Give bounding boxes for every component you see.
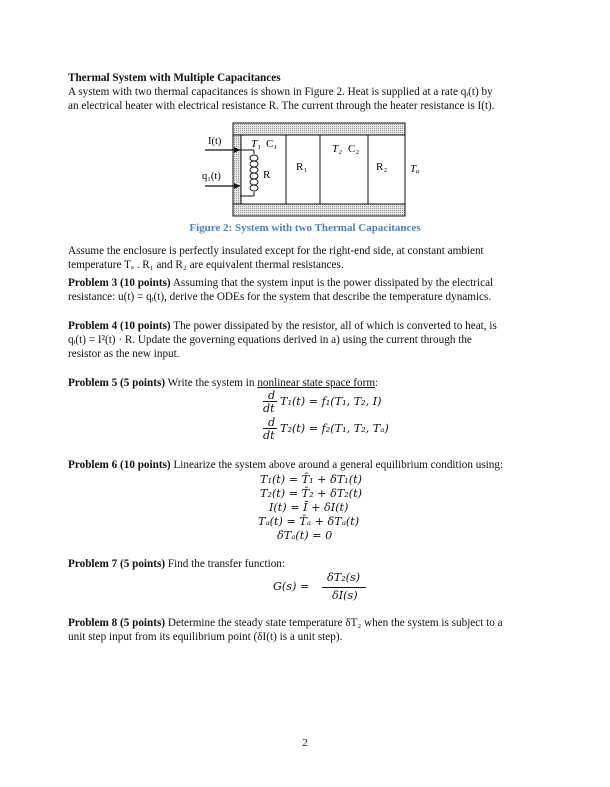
problem-5-text-1c: :: [375, 377, 379, 389]
problem-6-heading: Problem 6 (10 points): [68, 459, 171, 471]
problem-5-heading: Problem 5 (5 points): [68, 377, 166, 389]
label-t1: T₁: [251, 138, 261, 150]
problem-7-heading: Problem 7 (5 points): [68, 558, 166, 570]
problem-6-line-1: [68, 458, 542, 472]
page-number: 2: [302, 737, 308, 749]
p5-eq2-dt: dt: [263, 429, 275, 442]
section-heading: Thermal System with Multiple Capacitances: [68, 72, 281, 84]
assume-line-2: temperature Tₐ . R₁ and R₂ are equivalent thermal resistances.: [68, 259, 344, 271]
p7-lhs: G(s) =: [273, 580, 310, 593]
p5-eq2-d: d: [268, 416, 276, 429]
problem-5-line-1: [68, 376, 542, 390]
problem-4-line-3: resistor as the new input.: [68, 348, 180, 360]
assume-line-1: [68, 244, 542, 258]
p5-eq1-d: d: [268, 389, 276, 402]
problem-7-text-1: Find the transfer function:: [165, 558, 285, 570]
p7-denominator: δI(s): [332, 589, 358, 602]
left-insulation-wall: [233, 135, 241, 204]
p7-numerator: δT₂(s): [327, 571, 361, 584]
p6-eq-4: Tₐ(t) = T̄ₐ + δTₐ(t): [258, 515, 360, 528]
p5-eq1-dt: dt: [263, 402, 275, 415]
p6-eq-5: δTₐ(t) = 0: [277, 529, 333, 542]
label-c2: C₂: [348, 143, 360, 155]
heat-flow-arrow-icon: [205, 183, 240, 189]
p6-eq-3: I(t) = Ī + δI(t): [269, 501, 349, 514]
p6-eq-2: T₂(t) = T̄₂ + δT₂(t): [260, 487, 362, 500]
problem-3-heading: Problem 3 (10 points): [68, 277, 171, 289]
label-t2: T₂: [332, 143, 342, 155]
problem-8-heading: Problem 8 (5 points): [68, 617, 166, 629]
top-insulation-wall: [233, 123, 405, 135]
problem-8-text-1: Determine the steady state temperature δT₂ when the system is subject to a: [165, 617, 503, 629]
figure-caption: Figure 2: System with two Thermal Capacitances: [189, 222, 421, 234]
problem-4-text-1: The power dissipated by the resistor, all of which is converted to heat, is: [170, 320, 497, 332]
problem-3-line-1: [68, 276, 542, 290]
label-heat-input: q₁(t): [202, 171, 221, 182]
problem-8-line-2: unit step input from its equilibrium point (δI(t) is a unit step).: [68, 631, 343, 643]
problem-7-line-1: [68, 557, 542, 571]
current-arrow-icon: [205, 147, 240, 153]
p6-eq-1: T₁(t) = T̄₁ + δT₁(t): [260, 473, 362, 486]
bottom-insulation-wall: [233, 204, 405, 216]
problem-5-text-1b: nonlinear state space form: [257, 377, 376, 389]
p7-fraction-bar: [322, 587, 366, 588]
problem-4-line-1: [68, 319, 542, 333]
problem-3-line-2: resistance: u(t) = qᵢ(t), derive the ODEs for the system that describe the temperature dynamics.: [68, 291, 492, 303]
heater-coil-icon: [246, 150, 258, 196]
assume-line-1-text: Assume the enclosure is perfectly insulated except for the right-end side, at constant ambient: [68, 245, 484, 257]
intro-line-2: an electrical heater with electrical resistance R. The current through the heater resistance is I(t).: [68, 100, 495, 112]
intro-line-1: A system with two thermal capacitances is shown in Figure 2. Heat is supplied at a rate qᵢ(t) by: [68, 86, 493, 98]
problem-4-line-2: qᵢ(t) = I²(t) · R. Update the governing equations derived in a) using the current through the: [68, 334, 472, 346]
label-r2: R₂: [376, 161, 388, 173]
problem-6-text-1: Linearize the system above around a general equilibrium condition using:: [170, 459, 504, 471]
p5-eq1: T₁(t) = f₁(T₁, T₂, I): [280, 395, 382, 408]
p5-eq2: T₂(t) = f₂(T₁, T₂, Tₐ): [280, 422, 389, 435]
label-current: I(t): [208, 136, 222, 147]
problem-8-line-1: [68, 616, 542, 630]
problem-5-text-1a: Write the system in: [165, 377, 258, 389]
label-r-heater: R: [263, 169, 271, 181]
label-ta: Tₐ: [410, 163, 420, 175]
problem-4-heading: Problem 4 (10 points): [68, 320, 171, 332]
problem-3-text-1: Assuming that the system input is the power dissipated by the electrical: [170, 277, 494, 289]
label-r1: R₁: [296, 161, 308, 173]
label-c1: C₁: [266, 138, 278, 150]
